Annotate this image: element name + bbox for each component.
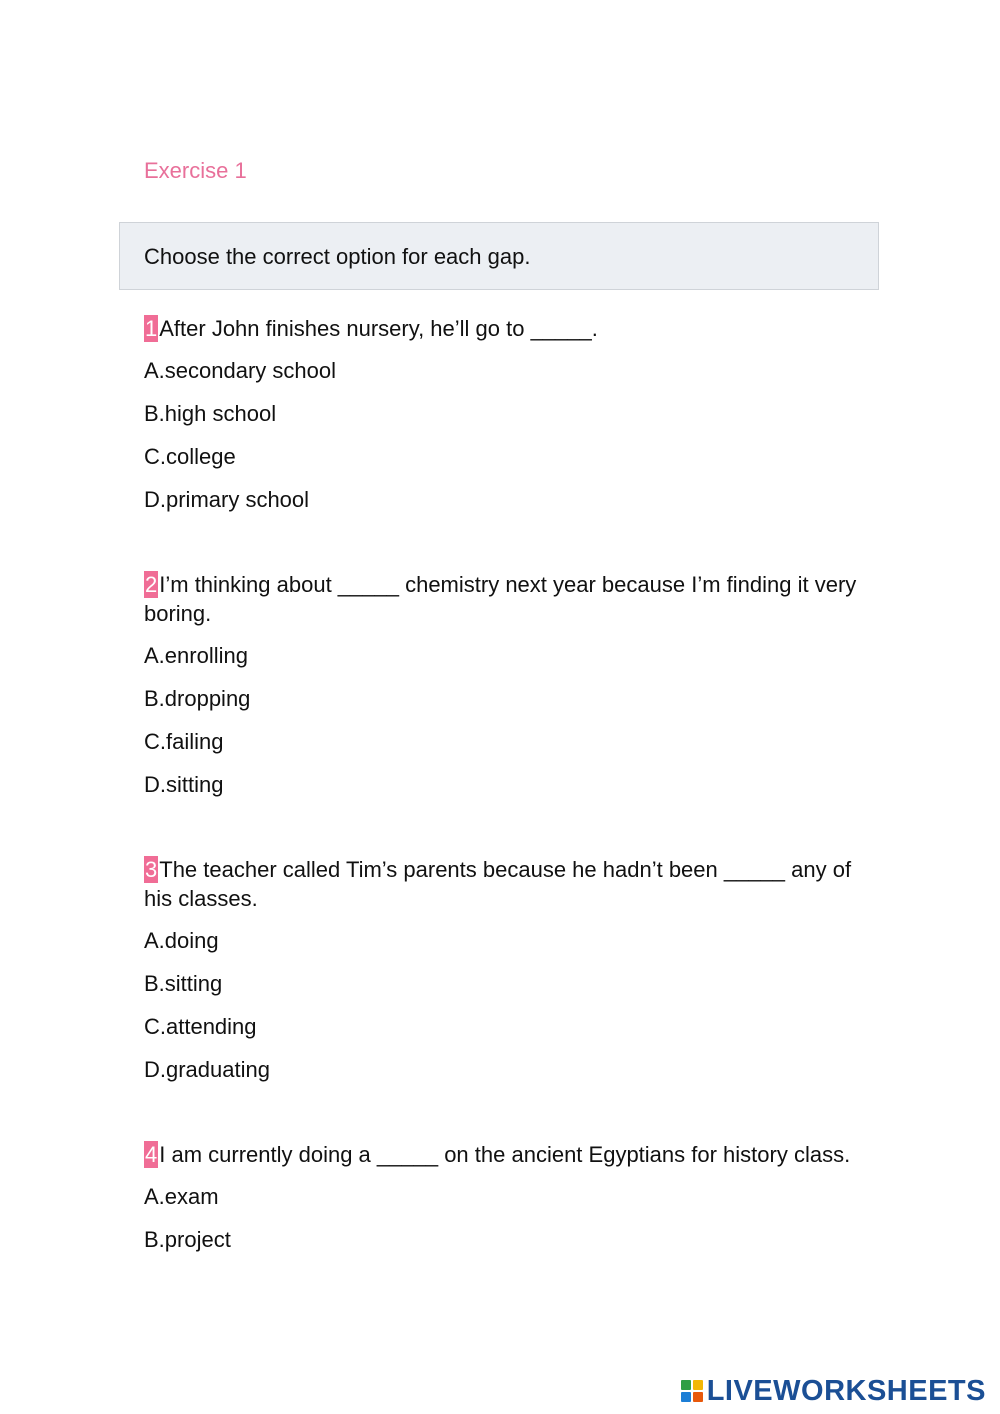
answer-option[interactable]: D.primary school — [144, 487, 310, 512]
liveworksheets-logo-icon — [681, 1380, 703, 1402]
liveworksheets-logo — [681, 1374, 986, 1408]
question-text — [144, 314, 864, 343]
question-1 — [144, 314, 864, 528]
question-number-badge: 2 — [145, 572, 158, 597]
answer-option[interactable]: B.project — [144, 1227, 231, 1252]
question-text — [144, 1140, 864, 1169]
exercise-title: Exercise 1 — [144, 158, 247, 183]
question-text — [144, 570, 864, 628]
instruction-text: Choose the correct option for each gap. — [144, 244, 531, 269]
answer-options — [144, 926, 864, 1098]
answer-option[interactable]: B.dropping — [144, 686, 251, 711]
answer-option[interactable]: A.enrolling — [144, 643, 248, 668]
instruction-box — [119, 222, 879, 290]
answer-option[interactable]: A.secondary school — [144, 358, 336, 383]
question-number-badge: 4 — [145, 1142, 158, 1167]
answer-options — [144, 356, 864, 528]
answer-options — [144, 1182, 864, 1268]
answer-option[interactable]: D.graduating — [144, 1057, 270, 1082]
question-4 — [144, 1140, 864, 1268]
answer-option[interactable]: A.exam — [144, 1184, 219, 1209]
question-number-badge: 1 — [145, 316, 158, 341]
question-2 — [144, 570, 864, 813]
answer-option[interactable]: C.failing — [144, 729, 224, 754]
question-number-badge: 3 — [145, 857, 158, 882]
answer-option[interactable]: C.attending — [144, 1014, 257, 1039]
question-prompt: After John finishes nursery, he’ll go to _____. — [159, 316, 598, 341]
question-prompt: I am currently doing a _____ on the ancient Egyptians for history class. — [159, 1142, 851, 1167]
answer-option[interactable]: D.sitting — [144, 772, 224, 797]
question-text — [144, 855, 864, 913]
question-prompt: I’m thinking about _____ chemistry next year because I’m finding it very boring. — [144, 572, 857, 626]
answer-options — [144, 641, 864, 813]
question-prompt: The teacher called Tim’s parents because he hadn’t been _____ any of his classes. — [144, 857, 852, 911]
answer-option[interactable]: A.doing — [144, 928, 219, 953]
answer-option[interactable]: B.high school — [144, 401, 277, 426]
question-3 — [144, 855, 864, 1098]
logo-text: LIVEWORKSHEETS — [706, 1374, 986, 1407]
answer-option[interactable]: C.college — [144, 444, 236, 469]
answer-option[interactable]: B.sitting — [144, 971, 223, 996]
